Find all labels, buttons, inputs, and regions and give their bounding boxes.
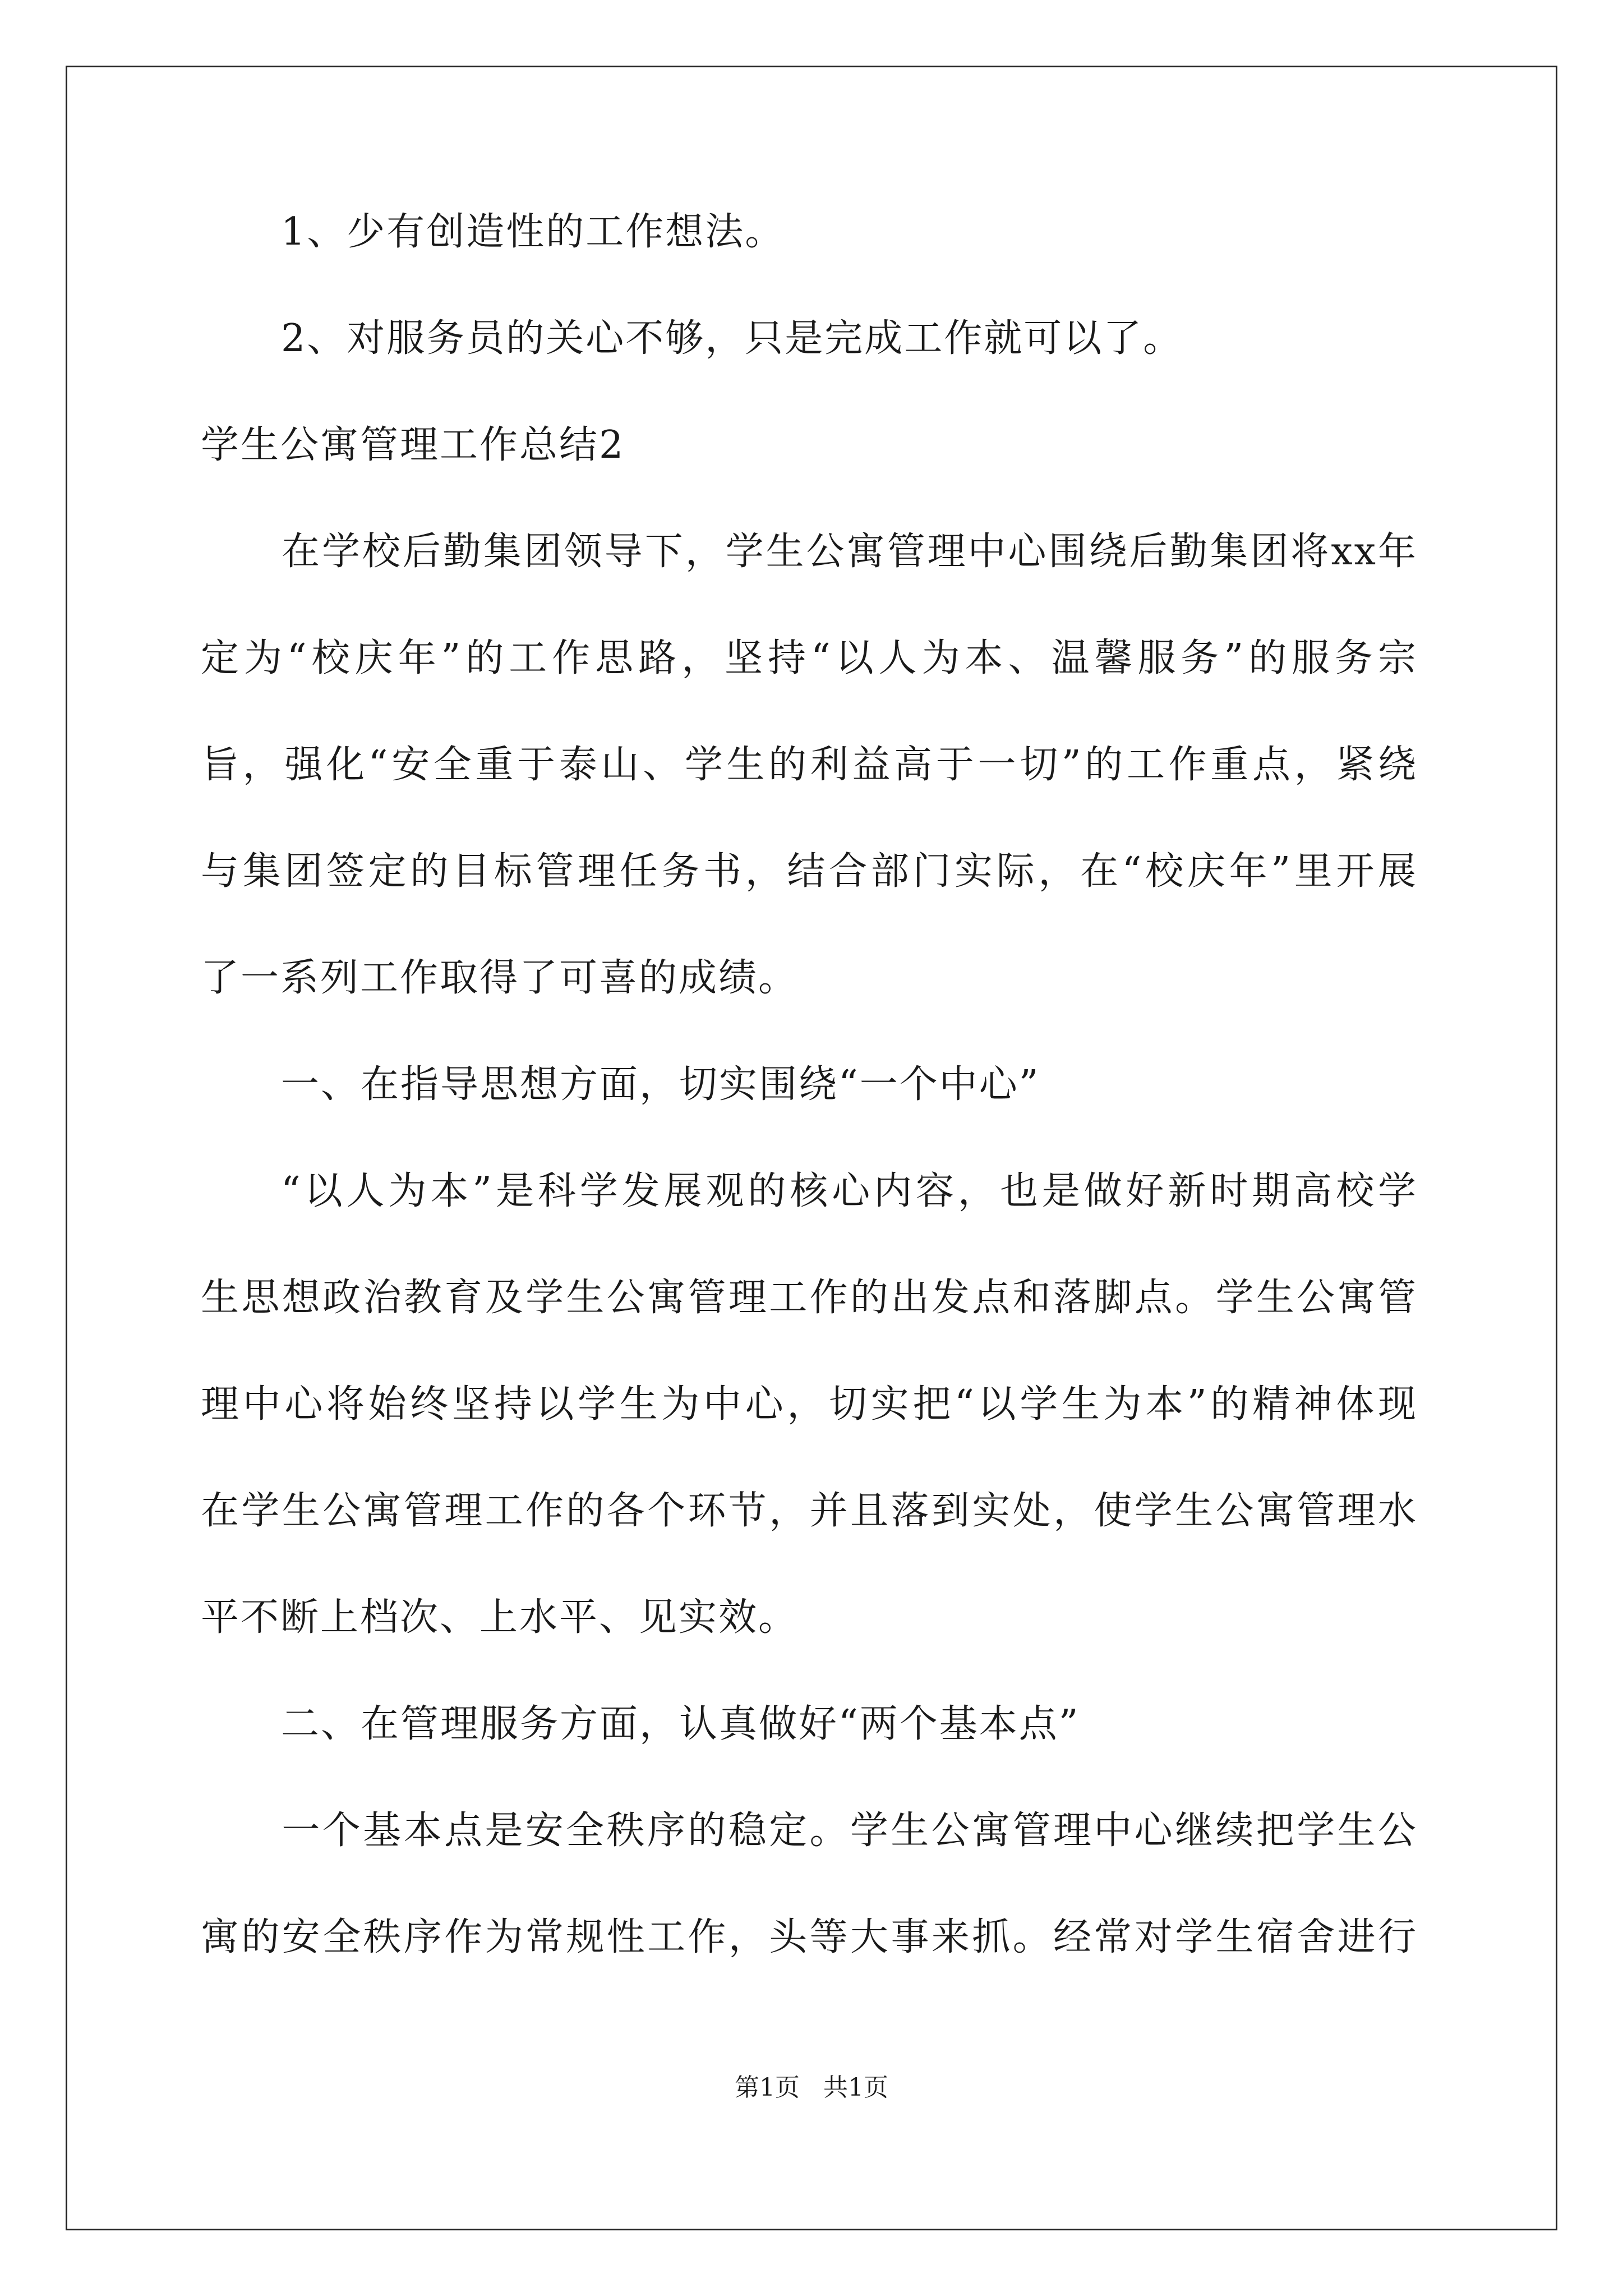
paragraph-line: 定为“校庆年”的工作思路，坚持“以人为本、温馨服务”的服务宗 [201,636,1418,680]
paragraph-line: 平不断上档次、上水平、见实效。 [201,1595,799,1640]
document-body [201,210,1418,2025]
list-item: 2、对服务员的关心不够，只是完成工作就可以了。 [281,316,1183,361]
page-number-footer: 第1页 共1页 [735,2073,888,2102]
paragraph-line: 在学生公寓管理工作的各个环节，并且落到实处，使学生公寓管理水 [201,1489,1418,1533]
paragraph-line: 与集团签定的目标管理任务书，结合部门实际，在“校庆年”里开展 [201,849,1418,894]
paragraph-line: 在学校后勤集团领导下，学生公寓管理中心围绕后勤集团将xx年 [281,530,1418,574]
section-heading: 学生公寓管理工作总结2 [201,423,625,467]
paragraph-line: 一个基本点是安全秩序的稳定。学生公寓管理中心继续把学生公 [281,1809,1418,1853]
paragraph-line: 生思想政治教育及学生公寓管理工作的出发点和落脚点。学生公寓管 [201,1276,1418,1320]
paragraph-line: 旨，强化“安全重于泰山、学生的利益高于一切”的工作重点，紧绕 [201,743,1418,787]
paragraph-line: 了一系列工作取得了可喜的成绩。 [201,956,799,1000]
paragraph-line: “以人为本”是科学发展观的核心内容，也是做好新时期高校学 [281,1169,1418,1213]
list-item: 1、少有创造性的工作想法。 [281,210,785,254]
subsection-heading: 一、在指导思想方面，切实围绕“一个中心” [281,1062,1040,1107]
paragraph-line: 寓的安全秩序作为常规性工作，头等大事来抓。经常对学生宿舍进行 [201,1915,1418,1959]
subsection-heading: 二、在管理服务方面，认真做好“两个基本点” [281,1702,1080,1746]
paragraph-line: 理中心将始终坚持以学生为中心，切实把“以学生为本”的精神体现 [201,1382,1418,1427]
